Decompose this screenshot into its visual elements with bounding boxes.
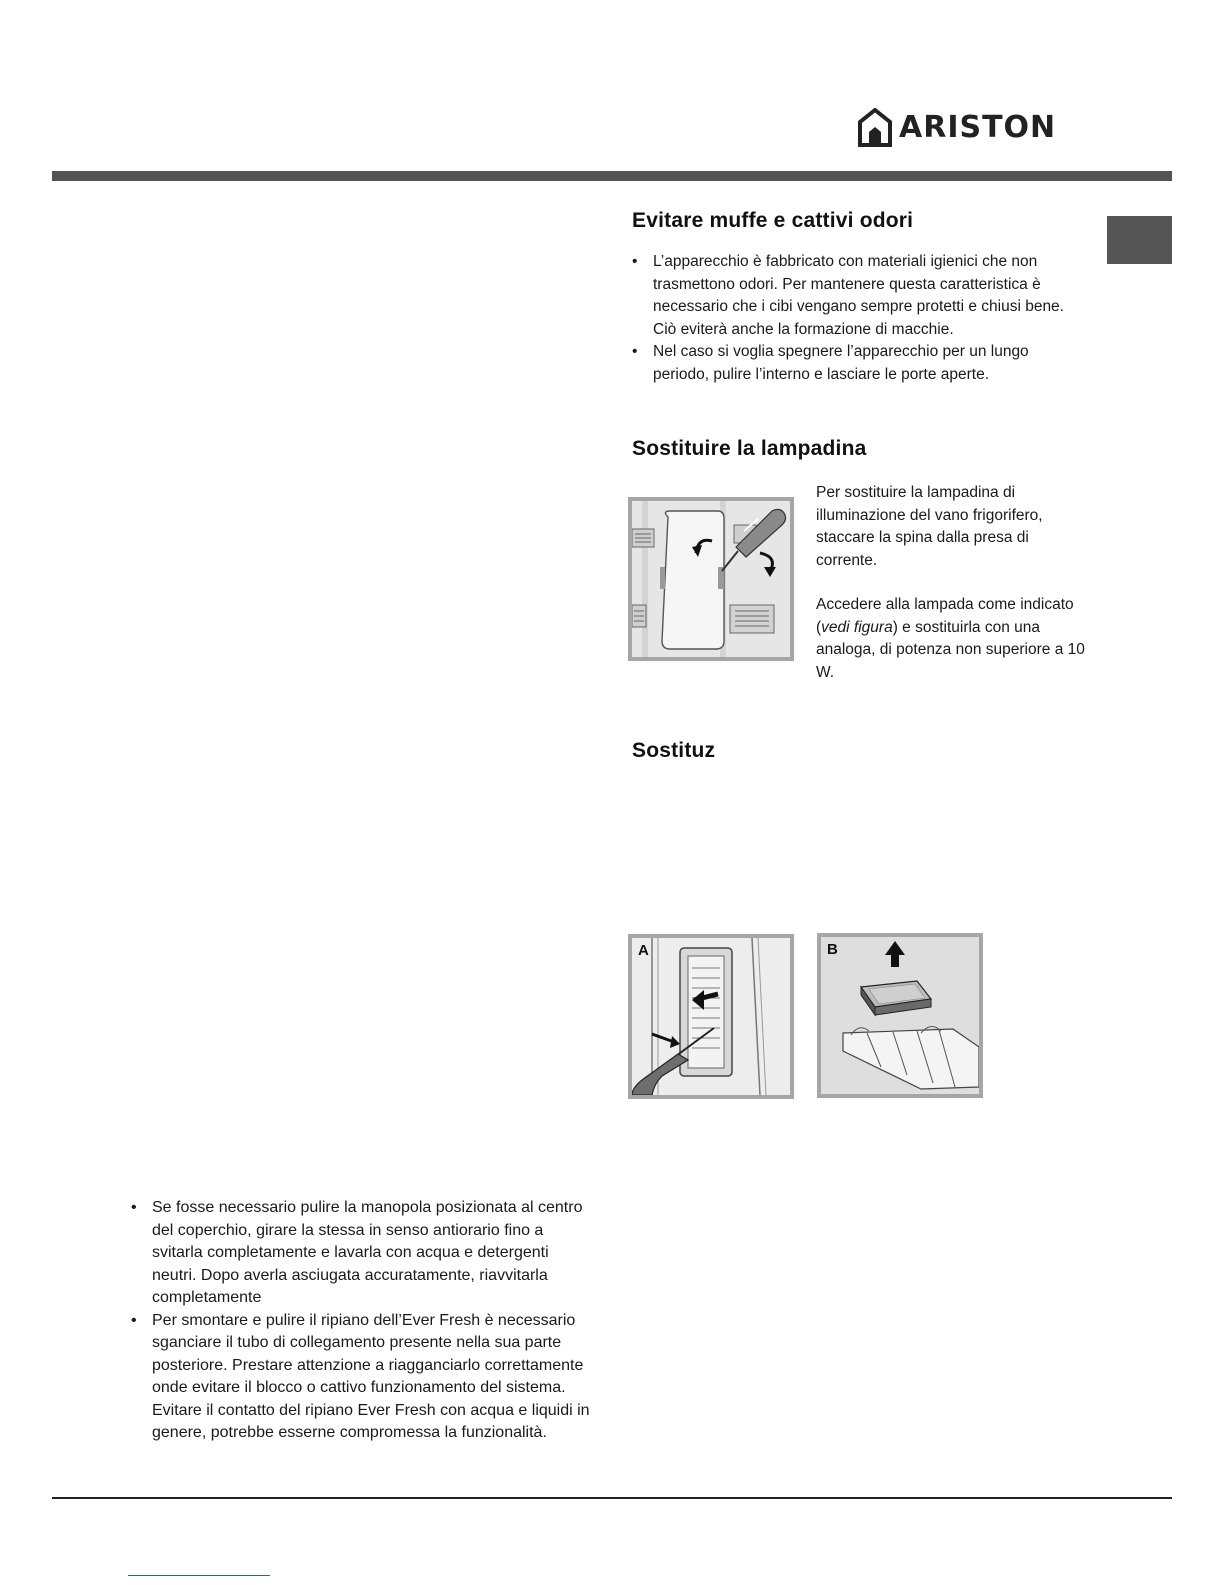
brand-logo [857, 108, 1072, 148]
lamp-instructions [816, 482, 1086, 706]
bullet-icon: • [131, 1199, 137, 1216]
lamp-paragraph: Per sostituire la lampadina di illuminazione del vano frigorifero, staccare la spina dalla presa di corrente. [816, 484, 1043, 569]
lamp-section-title: Sostituire la lampadina [632, 437, 867, 460]
filter-cover-removal-icon [632, 938, 790, 1095]
footer-link-underline[interactable] [128, 1575, 270, 1576]
figure-a-label: A [638, 942, 649, 959]
mould-section-title: Evitare muffe e cattivi odori [632, 209, 914, 232]
lamp-cover-screwdriver-icon [632, 501, 790, 657]
house-logo-icon [857, 108, 893, 148]
filter-lift-out-icon [821, 937, 979, 1094]
header-rule [52, 171, 1172, 181]
mould-bullet-item [632, 251, 1082, 341]
cleaning-bullet-text: Se fosse necessario pulire la manopola posizionata al centro del coperchio, girare la stessa in senso antiorario fino a svitarla completamente e lavarla con acqua e detergenti neutri. Dopo averla asciugata accuratamente, riavvitarla completamente [152, 1199, 583, 1306]
lamp-figure [628, 497, 794, 661]
mould-bullet-text: Nel caso si voglia spegnere l’apparecchio per un lungo periodo, pulire l’interno e lasciare le porte aperte. [653, 343, 1029, 383]
filter-figure-a [628, 934, 794, 1099]
lamp-text-fragment: ) e sostituirla con una analoga, di potenza non superiore a 10 W. [816, 618, 1085, 681]
cleaning-bullet-list [131, 1197, 591, 1445]
language-tab-marker [1107, 216, 1172, 264]
mould-bullet-text: L’apparecchio è fabbricato con materiali igienici che non trasmettono odori. Per mantenere questa caratteristica è necessario che i cibi vengano sempre protetti e chiusi bene. Ciò eviterà anche la formazione di macchie. [653, 253, 1064, 338]
filter-section-title: Sostituz [632, 739, 716, 762]
bullet-icon: • [131, 1311, 137, 1329]
footer-rule [52, 1497, 1172, 1499]
mould-bullet-item [632, 341, 1082, 386]
lamp-text-fragment: Accedere alla lampada come indicato ( [816, 596, 1074, 636]
filter-figure-b [817, 933, 983, 1098]
mould-bullet-list [632, 251, 1082, 386]
figure-b-label: B [827, 941, 838, 958]
brand-name: ARISTON [899, 110, 1057, 145]
lamp-paragraph [816, 594, 1086, 684]
cleaning-bullet-item [131, 1197, 591, 1310]
bullet-icon: • [632, 253, 638, 270]
figure-reference: vedi figura [821, 618, 893, 636]
cleaning-bullet-text: Per smontare e pulire il ripiano dell’Ever Fresh è necessario sganciare il tubo di collegamento presente nella sua parte posteriore. Prestare attenzione a riagganciarlo correttamente onde evitare il blocco o cattivo funzionamento del sistema. Evitare il contatto del ripiano Ever Fresh con acqua e liquidi in genere, potrebbe esserne compromessa la funzionalità. [152, 1311, 590, 1441]
cleaning-bullet-item [131, 1310, 591, 1445]
bullet-icon: • [632, 343, 638, 360]
